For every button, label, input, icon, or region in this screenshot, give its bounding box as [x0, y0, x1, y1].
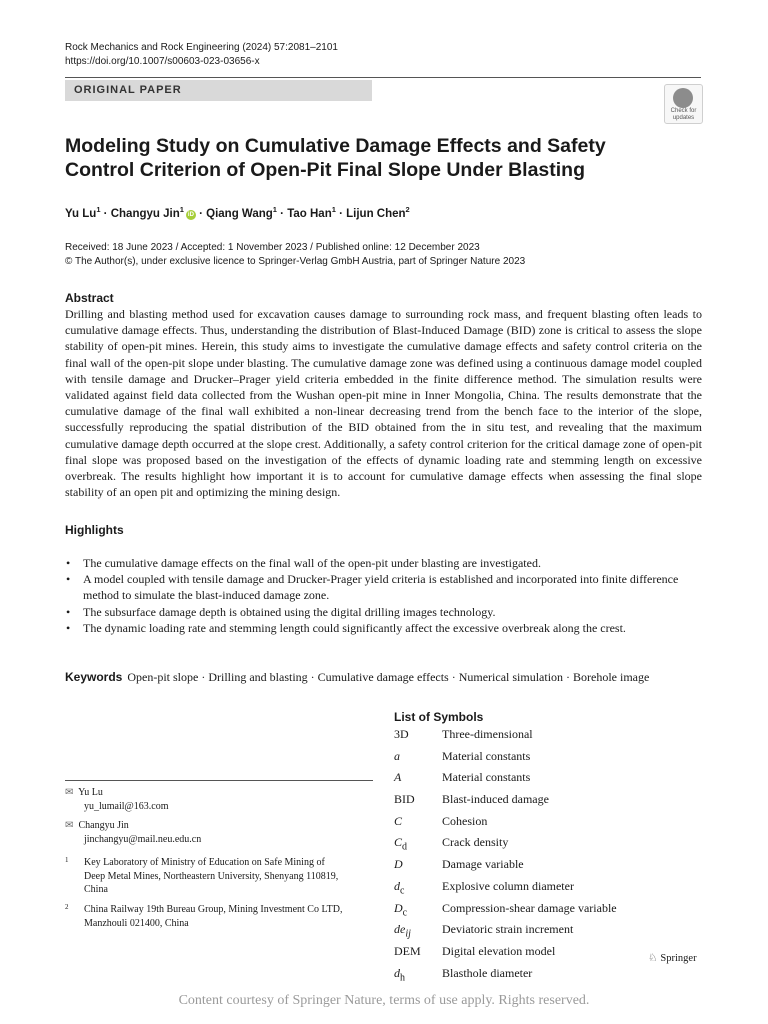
header-divider	[65, 77, 701, 78]
symbol: $de_{ij}$	[394, 922, 411, 940]
symbol-row	[394, 878, 617, 900]
courtesy-notice: Content courtesy of Springer Nature, terms of use apply. Rights reserved.	[178, 993, 590, 1008]
highlights-list	[65, 555, 702, 636]
author-separator: ·	[195, 207, 207, 220]
keywords-label: Keywords	[65, 670, 123, 684]
author-name[interactable]: Qiang Wang	[206, 207, 273, 220]
author-name[interactable]: Tao Han	[287, 207, 332, 220]
author-list	[65, 202, 410, 222]
abstract-text: Drilling and blasting method used for excavation causes damage to surrounding rock mass, and frequent blasting often leads to cumulative damage effects. Thus, understanding the distribution of Blast-Induced Damage (BID) zone is critical to assess the slope stability of open-pit mines. Herein, this study aims to investigate the cumulative damage effects and safety control criteria on the final wall of the open-pit slope under blasting. The cumulative damage zone was defined using a continuous damage model coupled with tensile damage and Drucker–Prager yield criteria embedded in the finite difference method. The simulation results were validated against field data collected from the Wushan open-pit mine in Inner Mongolia, China. The results demonstrate that the cumulative damage of the final wall exhibited a non-linear decreasing trend from the bench face to the interior of the slope, successfully reproducing the spatial distribution of the BID obtained from the in situ test, and revealing that the maximum cumulative damage depth occurred at the slope crest. Additionally, a safety control criterion for the critical damage zone of open-pit final slope was proposed based on the investigation of the effects of dynamic loading rate and stemming length on excessive overbreak. The results highlight how important it is to account for cumulative damage effects when assessing the final slope stability of an open pit and optimizing the mining design.	[65, 307, 702, 500]
author-name[interactable]: Changyu Jin	[110, 207, 180, 220]
contact-name: Changyu Jin	[78, 820, 129, 831]
journal-reference: Rock Mechanics and Rock Engineering (2024) 57:2081–2101	[65, 42, 338, 53]
symbol: $D_c$	[394, 900, 408, 918]
author-affiliation-mark: 1	[179, 205, 184, 214]
springer-horse-icon: ♘	[648, 953, 658, 964]
author-separator: ·	[276, 207, 288, 220]
symbol-description: Compression-shear damage variable	[442, 900, 617, 915]
highlight-item: • The cumulative damage effects on the final wall of the open-pit under blasting are investigated.	[65, 555, 702, 571]
keywords	[65, 669, 649, 685]
footnote-divider	[65, 780, 373, 781]
abstract-heading: Abstract	[65, 291, 114, 305]
corresponding-author	[65, 819, 201, 846]
affiliation-number: 1	[65, 856, 69, 864]
symbol: $d_c$	[394, 878, 405, 897]
publisher-logo	[648, 952, 697, 964]
symbol-description: Material constants	[442, 748, 531, 763]
doi-link[interactable]: https://doi.org/10.1007/s00603-023-03656-x	[65, 56, 260, 67]
author-separator: ·	[100, 207, 111, 220]
symbol-description: Blasthole diameter	[442, 965, 533, 980]
author-name[interactable]: Yu Lu	[65, 207, 97, 220]
symbol-row	[394, 748, 617, 770]
symbol-row	[394, 900, 617, 922]
symbol-row	[394, 965, 617, 987]
publication-dates	[65, 241, 525, 269]
symbol-description: Damage variable	[442, 857, 524, 872]
highlights-heading: Highlights	[65, 523, 124, 537]
symbol-row	[394, 726, 617, 748]
contact-name: Yu Lu	[78, 787, 103, 798]
symbol: D	[394, 857, 403, 872]
symbol-description: Crack density	[442, 835, 509, 850]
symbol-row	[394, 921, 617, 943]
highlight-item: • The subsurface damage depth is obtained using the digital drilling images technology.	[65, 604, 702, 620]
symbol-description: Cohesion	[442, 813, 488, 828]
symbols-heading: List of Symbols	[394, 710, 484, 724]
affiliation-number: 2	[65, 903, 69, 911]
affiliation-text: Key Laboratory of Ministry of Education on Safe Mining of Deep Metal Mines, Northeastern University, Shenyang 110819, China	[84, 857, 339, 895]
check-for-updates-icon	[673, 88, 693, 108]
symbol-description: Three-dimensional	[442, 727, 533, 741]
corresponding-author	[65, 786, 168, 813]
symbol-row	[394, 769, 617, 791]
symbol-row	[394, 813, 617, 835]
symbol-row	[394, 943, 617, 965]
affiliation	[65, 903, 345, 930]
symbol: DEM	[394, 943, 421, 958]
envelope-icon: ✉	[65, 787, 74, 798]
affiliation	[65, 856, 345, 897]
symbol: 3D	[394, 727, 409, 741]
symbols-table	[394, 726, 617, 986]
check-for-updates-badge[interactable]	[664, 84, 703, 124]
orcid-icon[interactable]: iD	[187, 211, 194, 218]
contact-email[interactable]: jinchangyu@mail.neu.edu.cn	[84, 833, 202, 845]
author-affiliation-mark: 1	[331, 205, 336, 214]
envelope-icon: ✉	[65, 820, 74, 831]
author-affiliation-mark: 1	[96, 205, 101, 214]
symbol-row	[394, 856, 617, 878]
check-for-updates-text: Check for updates	[670, 108, 697, 121]
highlight-item: • A model coupled with tensile damage and Drucker-Prager yield criteria is established and incorporated into finite difference method to simulate the blast-induced damage zone.	[65, 571, 702, 603]
keywords-text: Open-pit slope · Drilling and blasting · Cumulative damage effects · Numerical simulation · Borehole image	[127, 670, 650, 684]
author-affiliation-mark: 1	[272, 205, 277, 214]
affiliation-text: China Railway 19th Bureau Group, Mining Investment Co LTD, Manzhouli 021400, China	[84, 904, 343, 929]
symbol: A	[394, 770, 402, 785]
symbol-row	[394, 791, 617, 813]
journal-citation	[65, 41, 338, 69]
symbol-description: Explosive column diameter	[442, 878, 574, 893]
symbol: $C_d$	[394, 835, 408, 853]
contact-email[interactable]: yu_lumail@163.com	[84, 800, 169, 812]
author-separator: ·	[335, 207, 347, 220]
symbol-description: Blast-induced damage	[442, 792, 549, 807]
symbol: BID	[394, 792, 415, 807]
symbol-description: Digital elevation model	[442, 943, 556, 958]
copyright-line: © The Author(s), under exclusive licence to Springer-Verlag GmbH Austria, part of Springer Nature 2023	[65, 256, 526, 267]
symbol: $d_h$	[394, 965, 405, 983]
author-affiliation-mark: 2	[405, 205, 410, 214]
article-type-label: ORIGINAL PAPER	[74, 84, 182, 96]
symbol: C	[394, 813, 403, 828]
symbol-row	[394, 834, 617, 856]
publisher-name: Springer	[660, 953, 697, 964]
paper-title: Modeling Study on Cumulative Damage Effects and Safety Control Criterion of Open-Pit Final Slope Under Blasting	[65, 135, 606, 181]
symbol-description: Deviatoric strain increment	[442, 922, 574, 937]
symbol: a	[394, 748, 400, 763]
highlight-item: • The dynamic loading rate and stemming length could significantly affect the excessive overbreak along the crest.	[65, 620, 702, 636]
author-name[interactable]: Lijun Chen	[346, 207, 406, 220]
received-accepted-dates: Received: 18 June 2023 / Accepted: 1 November 2023 / Published online: 12 December 2023	[65, 242, 480, 253]
symbol-description: Material constants	[442, 770, 531, 785]
